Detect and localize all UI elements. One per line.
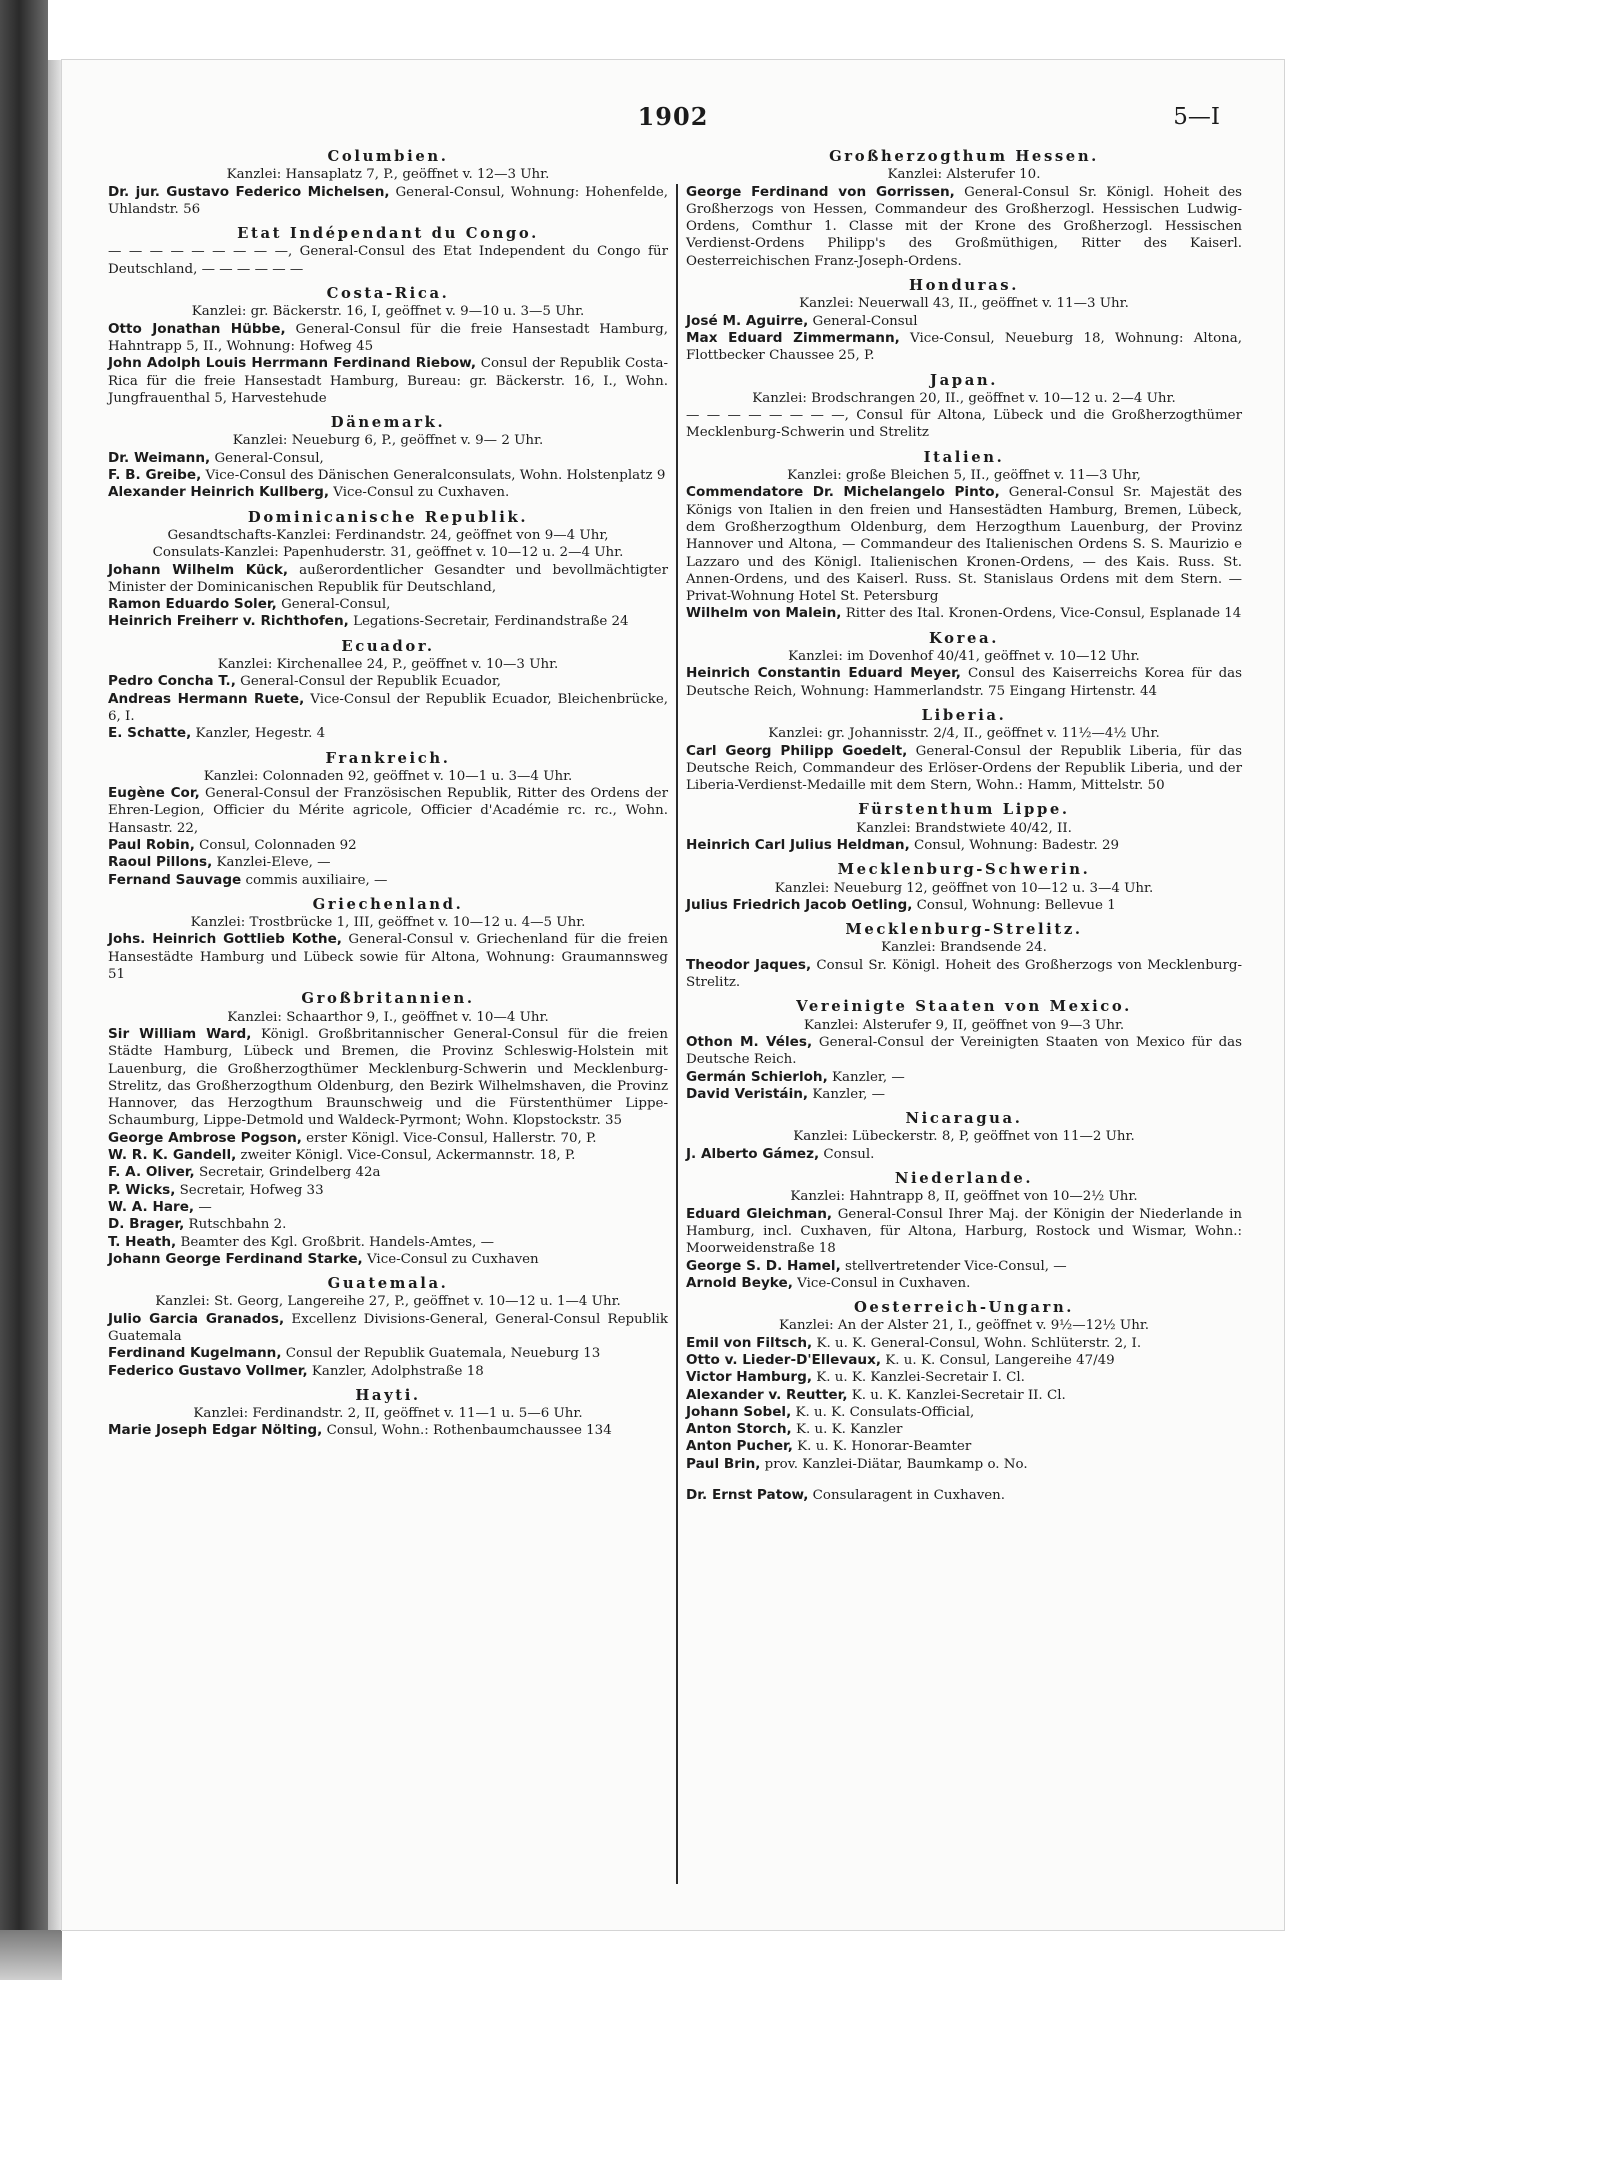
person-name: P. Wicks,	[108, 1181, 176, 1198]
entry-details: General-Consul der Republik Liberia, für das Deutsche Reich, Commandeur des Erlöser-Ordens der Republik Liberia, und der Liberia-Verdienst-Medaille mit dem Stern, Wohn.: Hamm, Mittelstr. 50	[686, 743, 1242, 794]
directory-entry	[686, 1404, 1242, 1421]
entry-details: Ritter des Ital. Kronen-Ordens, Vice-Consul, Esplanade 14	[841, 606, 1242, 622]
person-name: George S. D. Hamel,	[686, 1257, 841, 1274]
entry-details: prov. Kanzlei-Diätar, Baumkamp o. No.	[760, 1456, 1028, 1472]
person-name: T. Heath,	[108, 1233, 177, 1250]
person-name: Sir William Ward,	[108, 1025, 252, 1042]
directory-entry	[108, 837, 668, 854]
page-year: 1902	[637, 102, 709, 131]
person-name: Wilhelm von Malein,	[686, 605, 842, 622]
person-name: Andreas Hermann Ruete,	[108, 690, 305, 707]
directory-entry	[108, 1199, 668, 1216]
directory-entry	[108, 1130, 668, 1147]
office-hours: Kanzlei: Hansaplatz 7, P., geöffnet v. 12—3 Uhr.	[226, 167, 550, 183]
section-title: Italien.	[923, 448, 1005, 466]
directory-entry	[686, 897, 1242, 914]
directory-entry	[686, 1206, 1242, 1258]
directory-entry	[108, 1345, 668, 1362]
person-name: Emil von Filtsch,	[686, 1334, 813, 1351]
directory-entry	[108, 613, 668, 630]
section-title: Japan.	[929, 371, 999, 389]
section-title: Hayti.	[355, 1386, 421, 1404]
entry-details: Kanzlei-Eleve, —	[212, 855, 331, 871]
person-name: Raoul Pillons,	[108, 854, 213, 871]
directory-entry	[108, 321, 668, 356]
section-title: Niederlande.	[894, 1170, 1034, 1188]
book-spine	[0, 0, 48, 1930]
section-title: Korea.	[929, 629, 999, 647]
entry-details: General-Consul Sr. Majestät des Königs von Italien in den freien und Hansestädten Hamburg, Bremen, Lübeck, dem Großherzogthum Oldenburg, dem Herzogthum Lauenburg, der Provinz Hannover und Altona, — Commandeur des Italienischen Ordens S. S. Maurizio e Lazzaro und des Königl. Italienischen Kronen-Ordens, — des Kais. Russ. St. Annen-Ordens, und des Kaiserl. Russ. St. Stanislaus Ordens mit dem Stern. — Privat-Wohnung Hotel St. Petersburg	[686, 485, 1242, 605]
entry-details: Vice-Consul zu Cuxhaven	[362, 1251, 539, 1267]
office-hours: Kanzlei: Brandstwiete 40/42, II.	[856, 820, 1072, 836]
section-ecuador	[108, 638, 668, 743]
office-hours: Kanzlei: Trostbrücke 1, III, geöffnet v. 10—12 u. 4—5 Uhr.	[190, 915, 586, 931]
entry-details: K. u. K. Consulats-Official,	[791, 1404, 975, 1420]
person-name: Max Eduard Zimmermann,	[686, 329, 900, 346]
person-name: Ferdinand Kugelmann,	[108, 1345, 282, 1362]
entry-details: — — — — — — — — —, General-Consul des Etat Independent du Congo für Deutschland, — — — — — —	[108, 244, 668, 277]
section-title: Columbien.	[327, 148, 449, 165]
section-title: Costa-Rica.	[326, 285, 450, 303]
person-name: Heinrich Carl Julius Heldman,	[686, 836, 910, 853]
directory-entry	[686, 1387, 1242, 1404]
person-name: Anton Pucher,	[686, 1438, 793, 1455]
person-name: George Ferdinand von Gorrissen,	[686, 183, 955, 200]
entry-details: General-Consul der Vereinigten Staaten von Mexico für das Deutsche Reich.	[686, 1034, 1242, 1068]
section-mecklenburg-strelitz	[686, 921, 1242, 991]
entry-details: Consul Sr. Königl. Hoheit des Großherzogs von Mecklenburg-Strelitz.	[686, 957, 1242, 991]
office-hours: Gesandtschafts-Kanzlei: Ferdinandstr. 24, geöffnet von 9—4 Uhr,	[167, 527, 609, 543]
entry-details: Rutschbahn 2.	[184, 1217, 287, 1233]
section-title: Guatemala.	[327, 1275, 449, 1293]
person-name: Othon M. Véles,	[686, 1033, 813, 1050]
directory-entry	[108, 1251, 668, 1268]
person-name: Alexander v. Reutter,	[686, 1386, 848, 1403]
section-title: Vereinigte Staaten von Mexico.	[796, 998, 1132, 1016]
section-niederlande	[686, 1170, 1242, 1292]
person-name: Commendatore Dr. Michelangelo Pinto,	[686, 484, 1000, 501]
left-column	[108, 148, 668, 1447]
entry-details: Vice-Consul, Neueburg 18, Wohnung: Altona, Flottbecker Chaussee 25, P.	[686, 330, 1242, 364]
section-mecklenburg-schwerin	[686, 861, 1242, 914]
person-name: Julio Garcia Granados,	[108, 1310, 285, 1327]
entry-details: —	[194, 1199, 212, 1215]
person-name: F. A. Oliver,	[108, 1164, 195, 1181]
person-name: Johs. Heinrich Gottlieb Kothe,	[108, 931, 342, 948]
directory-entry	[686, 665, 1242, 700]
page-number: 5—I	[1173, 104, 1220, 130]
section-d-nemark	[108, 414, 668, 501]
entry-details: Kanzler, —	[827, 1069, 905, 1085]
entry-details: General-Consul der Republik Ecuador,	[235, 674, 502, 690]
entry-details: Vice-Consul der Republik Ecuador, Bleichenbrücke, 6, I.	[108, 691, 669, 724]
person-name: Johann Wilhelm Kück,	[108, 561, 289, 578]
section-liberia	[686, 707, 1242, 794]
directory-entry	[108, 243, 668, 278]
directory-entry	[686, 407, 1242, 442]
directory-entry	[686, 484, 1242, 605]
page-header	[62, 102, 1284, 142]
entry-details: Secretair, Hofweg 33	[175, 1182, 324, 1198]
person-name: David Veristáin,	[686, 1085, 809, 1102]
column-divider	[676, 184, 678, 1884]
directory-entry	[108, 1182, 668, 1199]
entry-details: Consul.	[819, 1146, 875, 1162]
directory-entry	[108, 725, 668, 742]
office-hours: Kanzlei: große Bleichen 5, II., geöffnet v. 11—3 Uhr,	[787, 468, 1141, 484]
section-hayti	[108, 1387, 668, 1440]
section-title: Honduras.	[909, 277, 1019, 295]
office-hours: Kanzlei: gr. Johannisstr. 2/4, II., geöffnet v. 11½—4½ Uhr.	[768, 726, 1160, 742]
office-hours: Kanzlei: An der Alster 21, I., geöffnet v. 9½—12½ Uhr.	[778, 1318, 1150, 1334]
entry-details: Consul, Colonnaden 92	[194, 837, 357, 853]
entry-details: K. u. K. Kanzlei-Secretair I. Cl.	[812, 1370, 1025, 1386]
directory-entry	[686, 1146, 1242, 1163]
section-f-rstenthum-lippe	[686, 801, 1242, 854]
entry-details: Consul des Kaiserreichs Korea für das Deutsche Reich, Wohnung: Hammerlandstr. 75 Eingang Hirtenstr. 44	[686, 666, 1242, 699]
person-name: Fernand Sauvage	[108, 871, 242, 888]
entry-details: außerordentlicher Gesandter und bevollmächtigter Minister der Dominicanischen Republik für Deutschland,	[108, 562, 668, 595]
directory-entry	[686, 1086, 1242, 1103]
section-title: Ecuador.	[341, 637, 435, 655]
entry-details: General-Consul	[808, 313, 918, 329]
person-name: Heinrich Freiherr v. Richthofen,	[108, 613, 349, 630]
person-name: Carl Georg Philipp Goedelt,	[686, 742, 908, 759]
office-hours: Kanzlei: Brandsende 24.	[881, 940, 1047, 956]
entry-details: General-Consul Sr. Königl. Hoheit des Großherzogs von Hessen, Commandeur des Großherzogl. Hessischen Ludwig-Ordens, Comthur 1. Classe mit der Krone des Großherzogl. Hessischen Verdienst-Ordens Philipp's des Großmüthigen, Ritter des Kaiserl. Oesterreichischen Franz-Joseph-Ordens.	[686, 184, 1243, 269]
directory-entry	[108, 1026, 668, 1130]
footer-entry	[686, 1487, 1242, 1504]
person-name: Theodor Jaques,	[686, 956, 812, 973]
person-name: Eduard Gleichman,	[686, 1205, 833, 1222]
directory-entry	[686, 1034, 1242, 1069]
section-honduras	[686, 277, 1242, 364]
directory-entry	[108, 673, 668, 690]
section-gro-herzogthum-hessen	[686, 148, 1242, 270]
office-hours: Kanzlei: Schaarthor 9, I., geöffnet v. 10—4 Uhr.	[227, 1009, 549, 1025]
entry-details: K. u. K. Kanzler	[791, 1422, 903, 1438]
section-title: Fürstenthum Lippe.	[858, 801, 1070, 819]
entry-details: K. u. K. General-Consul, Wohn. Schlüterstr. 2, I.	[812, 1335, 1142, 1351]
section-guatemala	[108, 1275, 668, 1380]
person-name: Federico Gustavo Vollmer,	[108, 1362, 308, 1379]
person-name: Alexander Heinrich Kullberg,	[108, 484, 330, 501]
person-name: Otto Jonathan Hübbe,	[108, 320, 286, 337]
person-name: Ramon Eduardo Soler,	[108, 596, 277, 613]
entry-details: stellvertretender Vice-Consul, —	[840, 1258, 1067, 1274]
directory-entry	[108, 450, 668, 467]
section-title: Großbritannien.	[301, 990, 475, 1008]
office-hours: Kanzlei: Lübeckerstr. 8, P, geöffnet von 11—2 Uhr.	[793, 1129, 1135, 1145]
right-column	[686, 148, 1242, 1504]
directory-entry	[108, 484, 668, 501]
section-dominicanische-republik	[108, 509, 668, 631]
entry-details: Secretair, Grindelberg 42a	[194, 1165, 381, 1181]
person-name: Eugène Cor,	[108, 785, 200, 802]
office-hours: Kanzlei: Kirchenallee 24, P., geöffnet v. 10—3 Uhr.	[217, 657, 559, 673]
directory-entry	[686, 1275, 1242, 1292]
section-etat-ind-pendant-du-congo	[108, 225, 668, 278]
directory-entry	[108, 931, 668, 983]
directory-entry	[108, 467, 668, 484]
section-frankreich	[108, 750, 668, 889]
page-gutter-shadow	[48, 60, 62, 1930]
entry-details: K. u. K. Consul, Langereihe 47/49	[881, 1353, 1115, 1368]
directory-entry	[108, 184, 668, 219]
directory-entry	[686, 1352, 1242, 1369]
directory-entry	[108, 1422, 668, 1439]
section-title: Liberia.	[921, 706, 1007, 724]
entry-details: K. u. K. Honorar-Beamter	[792, 1439, 972, 1455]
person-name: José M. Aguirre,	[686, 312, 809, 329]
section-columbien	[108, 148, 668, 218]
entry-details: Beamter des Kgl. Großbrit. Handels-Amtes, —	[176, 1234, 495, 1250]
section-title: Nicaragua.	[905, 1110, 1023, 1128]
person-name: Anton Storch,	[686, 1421, 792, 1438]
directory-entry	[686, 1335, 1242, 1352]
directory-entry	[686, 605, 1242, 622]
section-nicaragua	[686, 1110, 1242, 1163]
office-hours: Consulats-Kanzlei: Papenhuderstr. 31, geöffnet v. 10—12 u. 2—4 Uhr.	[152, 545, 624, 561]
entry-details: Consul, Wohnung: Bellevue 1	[912, 897, 1116, 913]
section-griechenland	[108, 896, 668, 983]
section-vereinigte-staaten-von-mexico	[686, 998, 1242, 1103]
directory-entry	[108, 872, 668, 889]
entry-details: zweiter Königl. Vice-Consul, Ackermannstr. 18, P.	[236, 1148, 576, 1164]
section-korea	[686, 630, 1242, 700]
directory-entry	[686, 1421, 1242, 1438]
book-page	[62, 60, 1284, 1930]
entry-details: Consul, Wohnung: Badestr. 29	[909, 837, 1120, 853]
entry-details: General-Consul der Französischen Republik, Ritter des Ordens der Ehren-Legion, Officier du Mérite agricole, Officier d'Académie rc. rc., Wohn. Hansastr. 22,	[108, 786, 668, 836]
entry-details: Vice-Consul zu Cuxhaven.	[329, 485, 510, 501]
section-costa-rica	[108, 285, 668, 407]
person-name: W. A. Hare,	[108, 1198, 195, 1215]
person-name: Otto v. Lieder-D'Ellevaux,	[686, 1352, 882, 1368]
entry-details: Kanzler, —	[808, 1086, 886, 1102]
book-spine-bottom	[0, 1930, 62, 1980]
person-name: J. Alberto Gámez,	[686, 1145, 820, 1162]
entry-details: Consul der Republik Costa-Rica für die freie Hansestadt Hamburg, Bureau: gr. Bäckerstr. 16, I., Wohn. Jungfrauenthal 5, Harvestehude	[108, 356, 669, 406]
office-hours: Kanzlei: Neuerwall 43, II., geöffnet v. 11—3 Uhr.	[799, 296, 1129, 312]
entry-details: Königl. Großbritannischer General-Consul für die freien Städte Hamburg, Lübeck und Bremen, die Provinz Schleswig-Holstein mit Lauenburg, die Großherzogthümer Mecklenburg-Schwerin und Mecklenburg-Strelitz, das Großherzogthum Oldenburg, den Bezirk Wilhelmshaven, die Provinz Hannover, das Herzogthum Braunschweig und die Fürstenthümer Lippe-Schaumburg, Lippe-Detmold und Waldeck-Pyrmont; Wohn. Klopstockstr. 35	[108, 1026, 668, 1129]
office-hours: Kanzlei: Ferdinandstr. 2, II, geöffnet v. 11—1 u. 5—6 Uhr.	[193, 1406, 583, 1422]
entry-details: Vice-Consul in Cuxhaven.	[792, 1275, 971, 1291]
directory-entry	[686, 1258, 1242, 1275]
section-italien	[686, 449, 1242, 623]
person-name: E. Schatte,	[108, 725, 192, 742]
office-hours: Kanzlei: Neueburg 6, P., geöffnet v. 9— 2 Uhr.	[232, 433, 544, 449]
directory-entry	[686, 743, 1242, 795]
section-title: Etat Indépendant du Congo.	[237, 225, 539, 243]
section-title: Dominicanische Republik.	[247, 508, 529, 526]
entry-details: Vice-Consul des Dänischen Generalconsulats, Wohn. Holstenplatz 9	[201, 468, 666, 484]
person-name: F. B. Greibe,	[108, 467, 202, 484]
directory-entry	[108, 1216, 668, 1233]
office-hours: Kanzlei: gr. Bäckerstr. 16, I, geöffnet v. 9—10 u. 3—5 Uhr.	[191, 304, 585, 320]
person-name: Johann Sobel,	[686, 1403, 792, 1420]
person-name: Heinrich Constantin Eduard Meyer,	[686, 665, 961, 682]
person-name: Germán Schierloh,	[686, 1068, 828, 1085]
person-name: Johann George Ferdinand Starke,	[108, 1250, 363, 1267]
entry-details: Kanzler, Hegestr. 4	[191, 726, 326, 742]
person-name: Paul Brin,	[686, 1455, 761, 1472]
entry-details: General-Consul,	[210, 450, 324, 466]
entry-details: — — — — — — — —, Consul für Altona, Lübeck und die Großherzogthümer Mecklenburg-Schwerin und Strelitz	[686, 408, 1242, 441]
section-gro-britannien	[108, 990, 668, 1268]
person-name: Arnold Beyke,	[686, 1274, 793, 1291]
directory-entry	[108, 1234, 668, 1251]
person-name: Marie Joseph Edgar Nölting,	[108, 1422, 323, 1439]
section-japan	[686, 372, 1242, 442]
section-title: Oesterreich-Ungarn.	[853, 1299, 1075, 1317]
directory-entry	[108, 1363, 668, 1380]
section-title: Frankreich.	[325, 749, 451, 767]
directory-entry	[108, 854, 668, 871]
section-title: Mecklenburg-Strelitz.	[845, 921, 1083, 939]
entry-details: commis auxiliaire, —	[241, 872, 388, 888]
directory-entry	[686, 1456, 1242, 1473]
directory-entry	[108, 691, 668, 726]
directory-entry	[108, 1147, 668, 1164]
directory-entry	[108, 785, 668, 837]
section-title: Griechenland.	[312, 895, 464, 913]
directory-entry	[686, 1369, 1242, 1386]
entry-details: erster Königl. Vice-Consul, Hallerstr. 70, P.	[301, 1130, 597, 1146]
section-title: Mecklenburg-Schwerin.	[837, 861, 1091, 879]
office-hours: Kanzlei: Colonnaden 92, geöffnet v. 10—1 u. 3—4 Uhr.	[203, 768, 573, 784]
section-oesterreich-ungarn	[686, 1299, 1242, 1473]
office-hours: Kanzlei: Alsterufer 10.	[887, 167, 1041, 183]
office-hours: Kanzlei: Hahntrapp 8, II, geöffnet von 10—2½ Uhr.	[790, 1189, 1138, 1205]
person-name: W. R. K. Gandell,	[108, 1147, 237, 1164]
person-name: Julius Friedrich Jacob Oetling,	[686, 896, 913, 913]
directory-entry	[686, 837, 1242, 854]
entry-details: General-Consul v. Griechenland für die freien Hansestädte Hamburg und Lübeck sowie für Altona, Wohnung: Graumannsweg 51	[108, 932, 668, 983]
section-title: Großherzogthum Hessen.	[829, 148, 1099, 165]
entry-details: Excellenz Divisions-General, General-Consul Republik Guatemala	[108, 1311, 668, 1344]
directory-entry	[686, 957, 1242, 992]
entry-details: Consul der Republik Guatemala, Neueburg 13	[281, 1346, 601, 1362]
directory-entry	[686, 184, 1242, 270]
person-name: George Ambrose Pogson,	[108, 1129, 302, 1146]
entry-details: K. u. K. Kanzlei-Secretair II. Cl.	[847, 1387, 1066, 1403]
person-name: Paul Robin,	[108, 836, 195, 853]
person-name: John Adolph Louis Herrmann Ferdinand Riebow,	[108, 355, 477, 372]
entry-details: General-Consul für die freie Hansestadt Hamburg, Hahntrapp 5, II., Wohnung: Hofweg 45	[108, 321, 668, 354]
entry-details: General-Consul, Wohnung: Hohenfelde, Uhlandstr. 56	[108, 184, 668, 217]
office-hours: Kanzlei: Alsterufer 9, II, geöffnet von 9—3 Uhr.	[803, 1017, 1125, 1033]
directory-entry	[108, 1311, 668, 1346]
directory-entry	[686, 1069, 1242, 1086]
office-hours: Kanzlei: Neueburg 12, geöffnet von 10—12 u. 3—4 Uhr.	[774, 880, 1154, 896]
entry-details: Consul, Wohn.: Rothenbaumchaussee 134	[322, 1423, 612, 1439]
office-hours: Kanzlei: Brodschrangen 20, II., geöffnet v. 10—12 u. 2—4 Uhr.	[752, 390, 1176, 406]
entry-details: Consularagent in Cuxhaven.	[808, 1488, 1006, 1504]
person-name: Dr. jur. Gustavo Federico Michelsen,	[108, 183, 390, 200]
directory-entry	[686, 330, 1242, 365]
office-hours: Kanzlei: im Dovenhof 40/41, geöffnet v. 10—12 Uhr.	[788, 649, 1140, 665]
office-hours: Kanzlei: St. Georg, Langereihe 27, P., geöffnet v. 10—12 u. 1—4 Uhr.	[155, 1294, 621, 1310]
entry-details: General-Consul,	[276, 597, 391, 613]
directory-entry	[108, 562, 668, 597]
person-name: Pedro Concha T.,	[108, 673, 236, 690]
directory-entry	[108, 1164, 668, 1181]
person-name: Dr. Ernst Patow,	[686, 1487, 809, 1504]
entry-details: General-Consul Ihrer Maj. der Königin der Niederlande in Hamburg, incl. Cuxhaven, für Altona, Harburg, Rostock und Wismar, Wohn.: Moorweidenstraße 18	[686, 1206, 1242, 1257]
directory-entry	[108, 596, 668, 613]
directory-entry	[686, 313, 1242, 330]
person-name: Victor Hamburg,	[686, 1369, 812, 1386]
section-title: Dänemark.	[330, 414, 446, 432]
directory-entry	[108, 355, 668, 407]
person-name: D. Brager,	[108, 1216, 185, 1233]
directory-entry	[686, 1438, 1242, 1455]
person-name: Dr. Weimann,	[108, 449, 211, 466]
entry-details: Legations-Secretair, Ferdinandstraße 24	[348, 614, 629, 630]
entry-details: Kanzler, Adolphstraße 18	[307, 1363, 484, 1379]
